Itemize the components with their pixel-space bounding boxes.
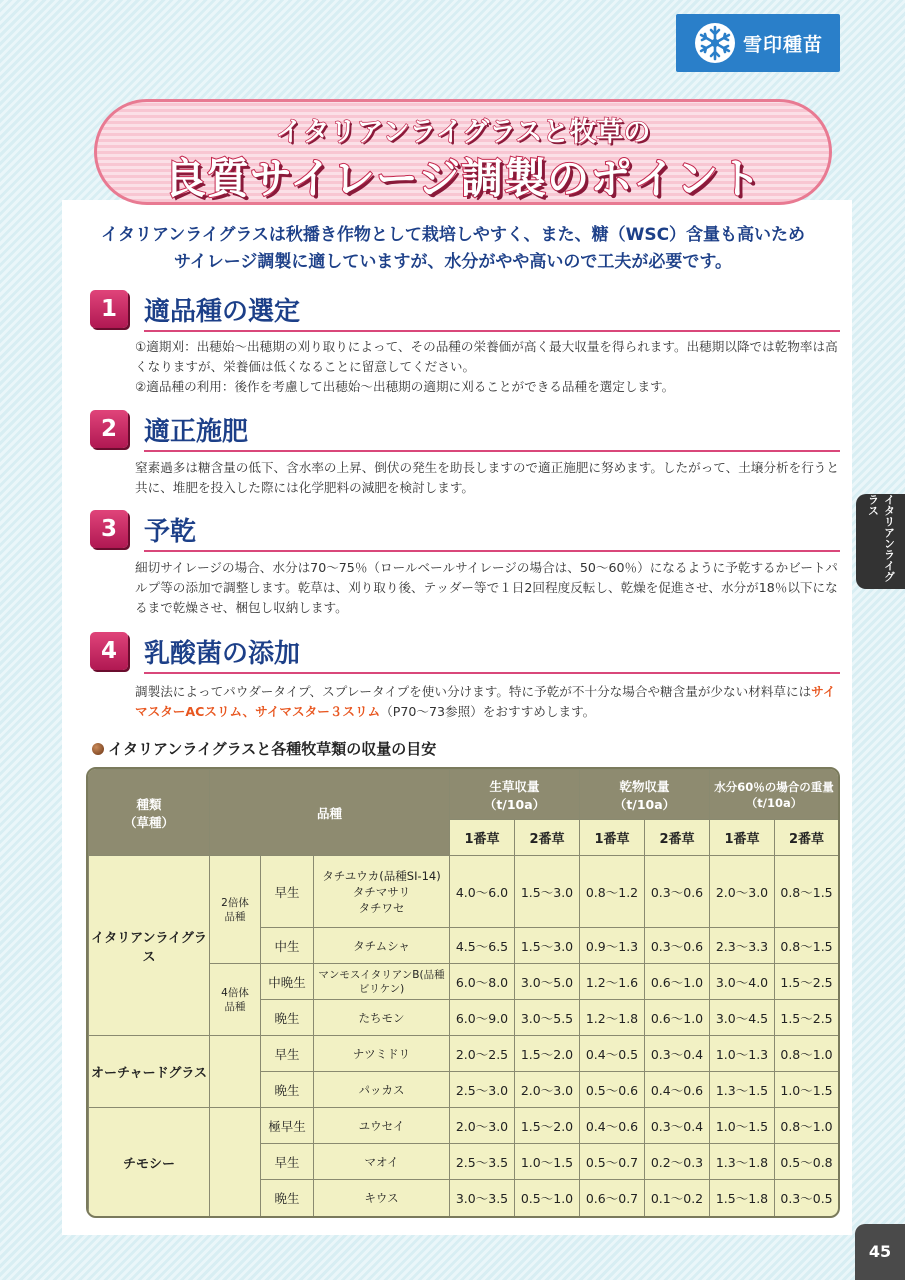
section-number: 4 [90, 632, 128, 670]
dry-cut2-cell: 0.1〜0.2 [645, 1180, 710, 1217]
section-1-point-2: ②適品種の利用：後作を考慮して出穂始〜出穂期の適期に刈ることができる品種を選定します。 [135, 379, 675, 394]
header-cut-1: 1番草 [450, 820, 515, 856]
section-title: 予乾 [144, 517, 197, 547]
header-cut-1: 1番草 [580, 820, 645, 856]
variety-cell: マンモスイタリアンB(品種ビリケン) [314, 964, 450, 1000]
section-3-heading [90, 510, 840, 552]
moist-cut2-cell: 1.0〜1.5 [775, 1072, 839, 1108]
moist-cut2-cell: 0.8〜1.5 [775, 928, 839, 964]
maturity-cell: 中生 [261, 928, 314, 964]
header-cut-2: 2番草 [515, 820, 580, 856]
dry-cut1-cell: 0.5〜0.6 [580, 1072, 645, 1108]
title-main: 良質サイレージ調製のポイント [163, 154, 763, 203]
dry-cut2-cell: 0.3〜0.6 [645, 928, 710, 964]
section-rule [144, 330, 840, 332]
section-3-body: 細切サイレージの場合、水分は70〜75％（ロールベールサイレージの場合は、50〜60％）になるように予乾するかビートパルプ等の添加で調整します。乾草は、刈り取り後、テッダー等で１日2回程度反転し、乾燥を促進させ、水分が18％以下になるまで乾燥させ、梱包し収納します。 [135, 560, 838, 615]
fresh-cut1-cell: 2.0〜2.5 [450, 1036, 515, 1072]
moist-cut1-cell: 1.0〜1.3 [710, 1036, 775, 1072]
moist-cut2-cell: 1.5〜2.5 [775, 1000, 839, 1036]
dry-cut1-cell: 1.2〜1.6 [580, 964, 645, 1000]
dry-cut2-cell: 0.6〜1.0 [645, 1000, 710, 1036]
variety-cell: ナツミドリ [314, 1036, 450, 1072]
table-row [89, 856, 839, 928]
dry-cut1-cell: 0.9〜1.3 [580, 928, 645, 964]
table-title [92, 738, 436, 759]
fresh-cut2-cell: 3.0〜5.0 [515, 964, 580, 1000]
dry-cut2-cell: 0.6〜1.0 [645, 964, 710, 1000]
ploidy-cell-empty [210, 1036, 261, 1108]
fresh-cut2-cell: 2.0〜3.0 [515, 1072, 580, 1108]
section-1-point-1: ①適期刈：出穂始〜出穂期の刈り取りによって、その品種の栄養価が高く最大収量を得られます。出穂期以降では乾物率は高くなりますが、栄養価は低くなることに留意してください。 [135, 339, 838, 374]
side-tab-label: イタリアンライグラス [866, 494, 896, 582]
fresh-cut2-cell: 3.0〜5.5 [515, 1000, 580, 1036]
variety-cell: パッカス [314, 1072, 450, 1108]
section-number: 1 [90, 290, 128, 328]
dry-cut2-cell: 0.3〜0.4 [645, 1108, 710, 1144]
maturity-cell: 早生 [261, 1036, 314, 1072]
header-cut-2: 2番草 [645, 820, 710, 856]
section-number: 3 [90, 510, 128, 548]
moist-cut2-cell: 0.5〜0.8 [775, 1144, 839, 1180]
variety-cell: タチユウカ(品種SI-14) タチマサリ タチワセ [314, 856, 450, 928]
dry-cut1-cell: 0.5〜0.7 [580, 1144, 645, 1180]
dry-cut2-cell: 0.4〜0.6 [645, 1072, 710, 1108]
ploidy-cell: 4倍体 品種 [210, 964, 261, 1036]
table-title-text: イタリアンライグラスと各種牧草類の収量の目安 [108, 740, 437, 758]
variety-cell: ユウセイ [314, 1108, 450, 1144]
variety-cell: たちモン [314, 1000, 450, 1036]
section-title: 適品種の選定 [144, 297, 301, 327]
dry-cut1-cell: 1.2〜1.8 [580, 1000, 645, 1036]
intro-line-2: サイレージ調製に適していますが、水分がやや高いので工夫が必要です。 [173, 252, 733, 272]
moist-cut1-cell: 2.0〜3.0 [710, 856, 775, 928]
moist-cut2-cell: 0.3〜0.5 [775, 1180, 839, 1217]
moist-cut1-cell: 1.3〜1.8 [710, 1144, 775, 1180]
fresh-cut1-cell: 6.0〜8.0 [450, 964, 515, 1000]
section-2-body: 窒素過多は糖含量の低下、含水率の上昇、倒伏の発生を助長しますので適正施肥に努めます。したがって、土壌分析を行うと共に、堆肥を投入した際には化学肥料の減肥を検討します。 [135, 460, 839, 495]
ploidy-cell-empty [210, 1108, 261, 1217]
fresh-cut2-cell: 1.5〜2.0 [515, 1036, 580, 1072]
moist-cut2-cell: 0.8〜1.5 [775, 856, 839, 928]
fresh-cut1-cell: 2.0〜3.0 [450, 1108, 515, 1144]
section-4-body [135, 682, 841, 722]
ploidy-cell: 2倍体 品種 [210, 856, 261, 964]
fresh-cut2-cell: 1.0〜1.5 [515, 1144, 580, 1180]
dry-cut1-cell: 0.4〜0.5 [580, 1036, 645, 1072]
maturity-cell: 中晩生 [261, 964, 314, 1000]
intro-line-1: イタリアンライグラスは秋播き作物として栽培しやすく、また、糖（WSC）含量も高いため [100, 225, 806, 245]
section-rule [144, 450, 840, 452]
fresh-cut1-cell: 4.0〜6.0 [450, 856, 515, 928]
fresh-cut1-cell: 2.5〜3.0 [450, 1072, 515, 1108]
header-dry-yield: 乾物収量 （t/10a） [580, 770, 710, 820]
maturity-cell: 極早生 [261, 1108, 314, 1144]
variety-cell: タチムシャ [314, 928, 450, 964]
section-title: 乳酸菌の添加 [144, 639, 301, 669]
table-header-row [89, 770, 839, 820]
section-rule [144, 672, 840, 674]
maturity-cell: 晩生 [261, 1072, 314, 1108]
dry-cut2-cell: 0.3〜0.4 [645, 1036, 710, 1072]
title-banner [94, 99, 832, 205]
section-number: 2 [90, 410, 128, 448]
yield-table-wrapper [86, 767, 840, 1218]
fresh-cut2-cell: 1.5〜3.0 [515, 928, 580, 964]
maturity-cell: 早生 [261, 1144, 314, 1180]
variety-cell: キウス [314, 1180, 450, 1217]
yield-table [88, 769, 839, 1217]
header-cut-2: 2番草 [775, 820, 839, 856]
section-1-heading [90, 290, 840, 332]
moist-cut2-cell: 1.5〜2.5 [775, 964, 839, 1000]
brand-logo [676, 14, 840, 72]
maturity-cell: 早生 [261, 856, 314, 928]
maturity-cell: 晩生 [261, 1180, 314, 1217]
page-number: 45 [855, 1224, 905, 1280]
section-rule [144, 550, 840, 552]
section-4-heading [90, 632, 840, 674]
variety-cell: マオイ [314, 1144, 450, 1180]
fresh-cut2-cell: 1.5〜3.0 [515, 856, 580, 928]
section-1-body [135, 337, 841, 397]
section-title: 適正施肥 [144, 417, 249, 447]
brand-name: 雪印種苗 [742, 33, 823, 56]
dry-cut2-cell: 0.3〜0.6 [645, 856, 710, 928]
moist-cut1-cell: 1.5〜1.8 [710, 1180, 775, 1217]
moist-cut1-cell: 3.0〜4.5 [710, 1000, 775, 1036]
species-cell: チモシー [89, 1108, 210, 1217]
fresh-cut1-cell: 2.5〜3.5 [450, 1144, 515, 1180]
dry-cut1-cell: 0.8〜1.2 [580, 856, 645, 928]
species-cell: イタリアンライグラス [89, 856, 210, 1036]
dry-cut2-cell: 0.2〜0.3 [645, 1144, 710, 1180]
snowflake-icon [693, 21, 737, 65]
header-variety: 品種 [210, 770, 450, 856]
moist-cut1-cell: 3.0〜4.0 [710, 964, 775, 1000]
header-type: 種類 （草種） [89, 770, 210, 856]
fresh-cut1-cell: 6.0〜9.0 [450, 1000, 515, 1036]
fresh-cut2-cell: 1.5〜2.0 [515, 1108, 580, 1144]
moist-cut1-cell: 1.3〜1.5 [710, 1072, 775, 1108]
fresh-cut1-cell: 4.5〜6.5 [450, 928, 515, 964]
moist-cut2-cell: 0.8〜1.0 [775, 1108, 839, 1144]
moist-cut1-cell: 1.0〜1.5 [710, 1108, 775, 1144]
header-cut-1: 1番草 [710, 820, 775, 856]
dry-cut1-cell: 0.4〜0.6 [580, 1108, 645, 1144]
section-4-text-a: 調製法によってパウダータイプ、スプレータイプを使い分けます。特に予乾が不十分な場合や糖含量が少ない材料草には [135, 684, 812, 699]
moist-cut1-cell: 2.3〜3.3 [710, 928, 775, 964]
title-sub: イタリアンライグラスと牧草の [275, 117, 651, 148]
bullet-icon [92, 743, 104, 755]
fresh-cut2-cell: 0.5〜1.0 [515, 1180, 580, 1217]
table-row [89, 1036, 839, 1072]
side-index-tab[interactable] [856, 494, 905, 589]
section-4-text-b: （P70〜73参照）をおすすめします。 [380, 704, 596, 719]
header-fresh-yield: 生草収量 （t/10a） [450, 770, 580, 820]
table-row [89, 1108, 839, 1144]
moist-cut2-cell: 0.8〜1.0 [775, 1036, 839, 1072]
species-cell: オーチャードグラス [89, 1036, 210, 1108]
section-2-heading [90, 410, 840, 452]
maturity-cell: 晩生 [261, 1000, 314, 1036]
intro-text [70, 222, 836, 276]
product-highlight: サイマスターACスリム、サイマスター３スリム [135, 684, 836, 719]
fresh-cut1-cell: 3.0〜3.5 [450, 1180, 515, 1217]
header-moist-weight: 水分60％の場合の重量 （t/10a） [710, 770, 839, 820]
dry-cut1-cell: 0.6〜0.7 [580, 1180, 645, 1217]
